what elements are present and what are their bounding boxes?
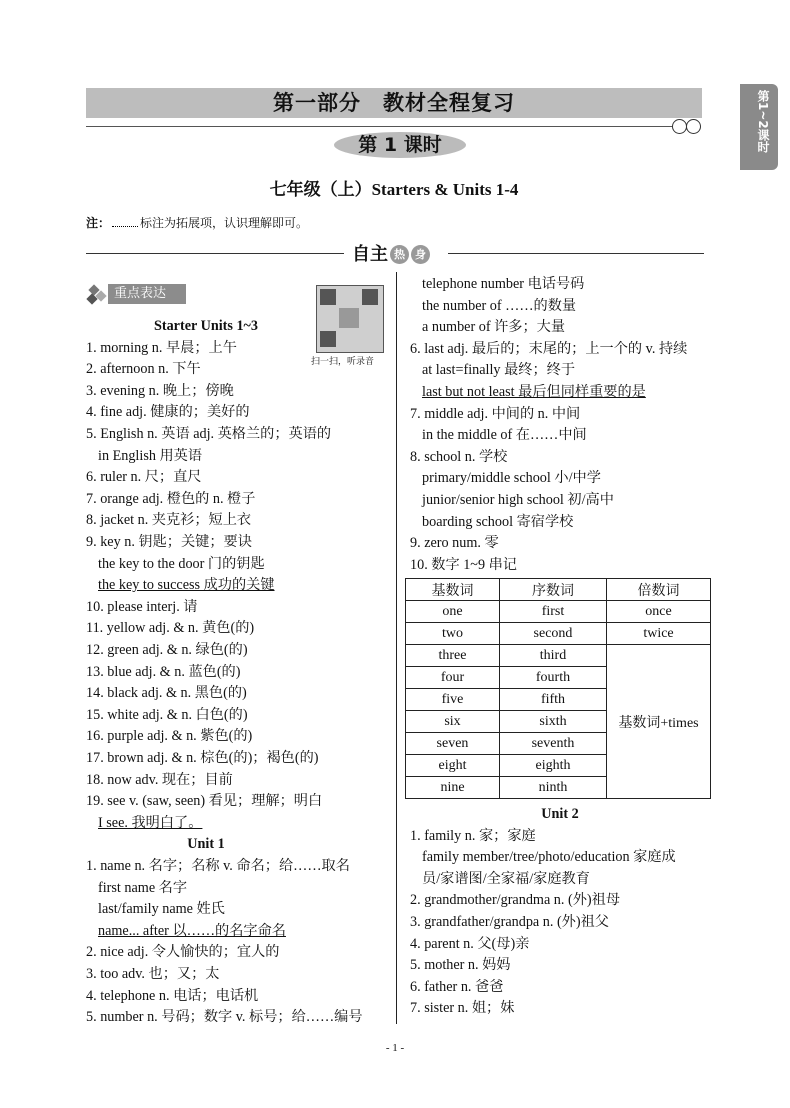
table-cell: nine (406, 777, 500, 799)
vocab-entry: 1. family n. 家；家庭 (410, 827, 536, 844)
table-cell: seven (406, 733, 500, 755)
vocab-entry: 15. white adj. & n. 白色(的) (86, 706, 248, 723)
vocab-entry: 3. grandfather/grandpa n. (外)祖父 (410, 914, 609, 930)
vocab-phrase: the number of ……的数量 (422, 297, 577, 314)
table-cell: first (500, 601, 607, 623)
vocab-entry: 19. see v. (saw, seen) 看见；理解；明白 (86, 793, 323, 810)
vocab-entry: 3. evening n. 晚上；傍晚 (86, 382, 234, 399)
vocab-entry: 6. ruler n. 尺；直尺 (86, 469, 202, 486)
vocab-entry: 4. telephone n. 电话；电话机 (86, 987, 259, 1004)
vocab-phrase: first name 名字 (98, 879, 188, 896)
number-table (405, 578, 711, 799)
side-tab-label: 第1~2课时 (756, 90, 770, 153)
vocab-phrase: at last=finally 最终；终于 (422, 362, 576, 379)
table-cell: six (406, 711, 500, 733)
table-cell: eighth (500, 755, 607, 777)
table-cell: five (406, 689, 500, 711)
vocab-entry: 7. middle adj. 中间的 n. 中间 (410, 405, 581, 422)
table-cell: fourth (500, 667, 607, 689)
vocab-entry: 12. green adj. & n. 绿色(的) (86, 642, 248, 658)
vocab-entry: 6. father n. 爸爸 (410, 978, 504, 995)
table-header-cell: 倍数词 (607, 579, 711, 601)
table-merged-cell: 基数词+times (607, 645, 711, 799)
table-cell: sixth (500, 711, 607, 733)
vocab-phrase: the key to success 成功的关键 (98, 577, 275, 594)
vocab-entry: 17. brown adj. & n. 棕色(的)；褐色(的) (86, 750, 319, 766)
table-header-cell: 序数词 (500, 579, 607, 601)
table-header-cell: 基数词 (406, 579, 500, 601)
vocab-entry: 8. school n. 学校 (410, 448, 508, 465)
section-badge: 热 (390, 245, 409, 264)
ring-decoration (672, 119, 687, 134)
table-cell: four (406, 667, 500, 689)
vocab-phrase: in English 用英语 (98, 447, 203, 464)
vocab-entry: 13. blue adj. & n. 蓝色(的) (86, 663, 241, 680)
vocab-phrase: a number of 许多；大量 (422, 319, 566, 336)
vocab-entry: 18. now adv. 现在；目前 (86, 771, 233, 788)
vocab-entry: 5. English n. 英语 adj. 英格兰的；英语的 (86, 426, 332, 442)
lesson-title: 第 1 课时 (358, 134, 442, 156)
vocab-entry: 2. nice adj. 令人愉快的；宜人的 (86, 944, 280, 961)
part-title: 第一部分 教材全程复习 (273, 91, 515, 115)
qr-caption: 扫一扫，听录音 (311, 357, 375, 367)
unit-heading: Unit 2 (541, 806, 579, 822)
table-cell: one (406, 601, 500, 623)
vocab-entry: 16. purple adj. & n. 紫色(的) (86, 728, 253, 745)
vocab-entry: 5. mother n. 妈妈 (410, 957, 511, 974)
vocab-entry: 1. morning n. 早晨；上午 (86, 339, 237, 356)
table-cell: once (607, 601, 711, 623)
table-cell: eight (406, 755, 500, 777)
note-text: 标注为拓展项，认识理解即可。 (140, 216, 309, 230)
vocab-entry: 4. parent n. 父(母)亲 (410, 935, 530, 952)
qr-blur (339, 308, 359, 328)
vocab-phrase: name... after 以……的名字命名 (98, 922, 286, 939)
note (86, 214, 308, 231)
vocab-phrase: junior/senior high school 初/高中 (422, 492, 614, 508)
table-cell: third (500, 645, 607, 667)
vocab-entry: 6. last adj. 最后的；末尾的；上一个的 v. 持续 (410, 340, 688, 357)
table-header-row (406, 579, 711, 601)
vocab-phrase: telephone number 电话号码 (422, 276, 585, 292)
note-blank (112, 226, 138, 227)
table-cell: seventh (500, 733, 607, 755)
side-tab (740, 84, 778, 170)
table-row (406, 645, 711, 667)
vocab-phrase: I see. 我明白了。 (98, 814, 203, 831)
qr-code-icon[interactable] (316, 285, 384, 353)
table-cell: three (406, 645, 500, 667)
table-cell: ninth (500, 777, 607, 799)
table-cell: twice (607, 623, 711, 645)
qr-finder (320, 289, 336, 305)
table-cell: second (500, 623, 607, 645)
section-badge: 身 (411, 245, 430, 264)
vocab-entry: 7. sister n. 姐；妹 (410, 1000, 515, 1017)
vocab-entry: 9. key n. 钥匙；关键；要诀 (86, 534, 252, 550)
ring-decoration (686, 119, 701, 134)
page-subtitle: 七年级（上）Starters & Units 1-4 (269, 180, 519, 199)
vocab-phrase: primary/middle school 小/中学 (422, 470, 601, 487)
table-row (406, 623, 711, 645)
section-title-text: 自主 (352, 244, 388, 265)
header-rule (86, 126, 678, 127)
vocab-phrase: last but not least 最后但同样重要的是 (422, 384, 646, 400)
section-title (352, 240, 430, 266)
vocab-entry: 1. name n. 名字；名称 v. 命名；给……取名 (86, 858, 350, 874)
vocab-entry: 10. please interj. 请 (86, 598, 198, 615)
vocab-entry: 5. number n. 号码；数字 v. 标号；给……编号 (86, 1009, 363, 1026)
vocab-entry: 9. zero num. 零 (410, 535, 499, 552)
note-label: 注： (86, 216, 111, 230)
vocab-entry: 8. jacket n. 夹克衫；短上衣 (86, 512, 252, 529)
vocab-phrase: family member/tree/photo/education 家庭成 (422, 849, 676, 866)
unit-heading: Starter Units 1~3 (153, 318, 259, 334)
qr-finder (362, 289, 378, 305)
table-cell: fifth (500, 689, 607, 711)
vocab-phrase: in the middle of 在……中间 (422, 427, 587, 444)
vocab-entry: 4. fine adj. 健康的；美好的 (86, 404, 250, 421)
table-cell: two (406, 623, 500, 645)
vocab-phrase: last/family name 姓氏 (98, 901, 225, 918)
vocab-entry: 2. afternoon n. 下午 (86, 361, 201, 378)
vocab-entry: 10. 数字 1~9 串记 (410, 556, 517, 573)
lesson-badge (334, 132, 466, 158)
vocab-phrase: 员/家谱图/全家福/家庭教育 (422, 870, 590, 887)
vocab-entry: 3. too adv. 也；又；太 (86, 966, 220, 982)
vocab-phrase: the key to the door 门的钥匙 (98, 555, 265, 572)
vocab-entry: 14. black adj. & n. 黑色(的) (86, 685, 247, 702)
vocab-entry: 2. grandmother/grandma n. (外)祖母 (410, 892, 621, 909)
column-divider (396, 272, 397, 1024)
unit-heading: Unit 1 (187, 836, 225, 853)
section-rule-right (448, 253, 704, 254)
table-row (406, 601, 711, 623)
part-title-banner (86, 88, 702, 118)
vocab-phrase: boarding school 寄宿学校 (422, 513, 574, 530)
section-rule-left (86, 253, 344, 254)
keypoints-text: 重点表达 (108, 284, 186, 304)
keypoints-label (86, 284, 186, 304)
page-number: - 1 - (385, 1042, 405, 1054)
vocab-entry: 7. orange adj. 橙色的 n. 橙子 (86, 490, 256, 507)
vocab-entry: 11. yellow adj. & n. 黄色(的) (86, 620, 255, 637)
